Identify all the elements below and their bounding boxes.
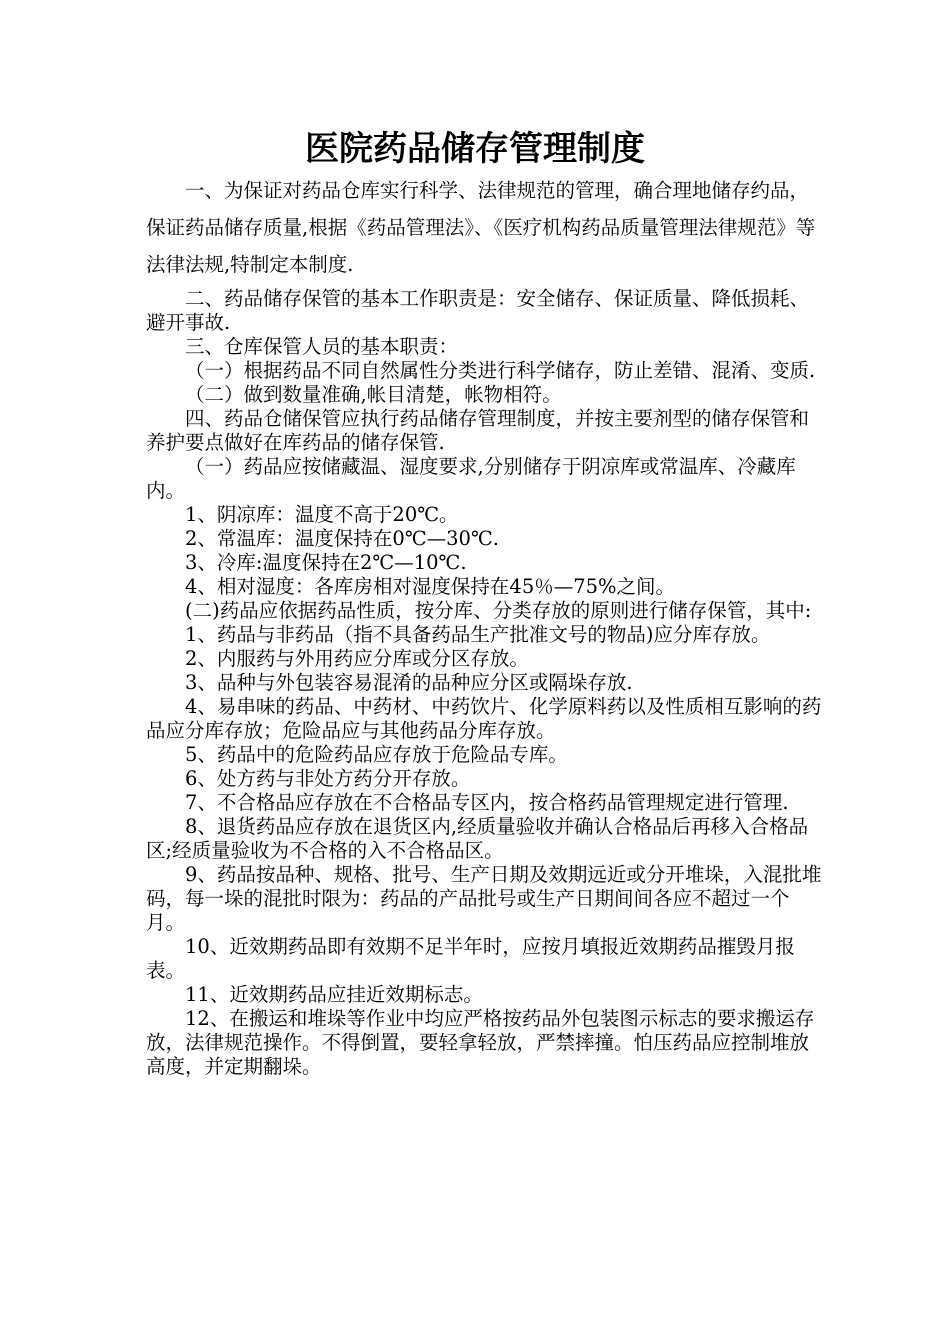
document-title: 医院药品储存管理制度	[305, 129, 645, 169]
document-body	[146, 172, 826, 1079]
paragraph: 6、处方药与非处方药分开存放。	[185, 767, 471, 790]
paragraph: 2、内服药与外用药应分库或分区存放。	[185, 647, 529, 670]
paragraph: 二、药品储存保管的基本工作职责是：安全储存、保证质量、降低损耗、避开事故.	[146, 287, 810, 334]
paragraph: （一）药品应按储藏温、湿度要求,分别储存于阴凉库或常温库、冷藏库内。	[146, 455, 796, 502]
paragraph: （二）做到数量准确,帐目清楚，帐物相符。	[185, 383, 562, 406]
paragraph: 4、相对湿度：各库房相对湿度保持在45％—75%之间。	[185, 575, 676, 598]
paragraph: 一、为保证对药品仓库实行科学、法律规范的管理，确合理地储存约品，保证药品储存质量,根据《药品管理法》、《医疗机构药品质量管理法律规范》等法律法规,特制定本制度.	[146, 179, 816, 276]
paragraph: 9、药品按品种、规格、批号、生产日期及效期远近或分开堆垛，入混批堆码，每一垛的混批时限为：药品的产品批号或生产日期间间各应不超过一个月。	[146, 863, 822, 934]
paragraph: 1、药品与非药品（指不具备药品生产批准文号的物品)应分库存放。	[185, 623, 771, 646]
paragraph: 4、易串味的药品、中药材、中药饮片、化学原料药以及性质相互影响的药品应分库存放；危险品应与其他药品分库存放。	[146, 695, 822, 742]
paragraph: 12、在搬运和堆垛等作业中均应严格按药品外包装图示标志的要求搬运存放，法律规范操作。不得倒置，要轻拿轻放，严禁摔撞。怕压药品应控制堆放高度，并定期翻垛。	[146, 1007, 815, 1078]
paragraph: 11、近效期药品应挂近效期标志。	[185, 983, 483, 1006]
paragraph: 2、常温库：温度保持在0℃—30℃.	[185, 527, 499, 550]
paragraph: 三、仓库保管人员的基本职责：	[185, 335, 459, 358]
paragraph: 7、不合格品应存放在不合格品专区内，按合格药品管理规定进行管理.	[185, 791, 789, 814]
paragraph: 10、近效期药品即有效期不足半年时，应按月填报近效期药品摧毁月报表。	[146, 935, 795, 982]
paragraph: 5、药品中的危险药品应存放于危险品专库。	[185, 743, 568, 766]
paragraph: (二)药品应依据药品性质，按分库、分类存放的原则进行储存保管，其中:	[185, 599, 812, 622]
paragraph: 3、冷库:温度保持在2℃—10℃.	[185, 551, 467, 574]
paragraph: 8、退货药品应存放在退货区内,经质量验收并确认合格品后再移入合格品区;经质量验收为不合格的入不合格品区。	[146, 815, 809, 862]
paragraph: （一）根据药品不同自然属性分类进行科学储存，防止差错、混淆、变质.	[185, 359, 816, 382]
paragraph: 四、药品仓储保管应执行药品储存管理制度，并按主要剂型的储存保管和养护要点做好在库药品的储存保管.	[146, 407, 810, 454]
paragraph: 1、阴凉库：温度不高于20℃。	[185, 503, 459, 526]
paragraph: 3、品种与外包装容易混淆的品种应分区或隔垛存放.	[185, 671, 633, 694]
